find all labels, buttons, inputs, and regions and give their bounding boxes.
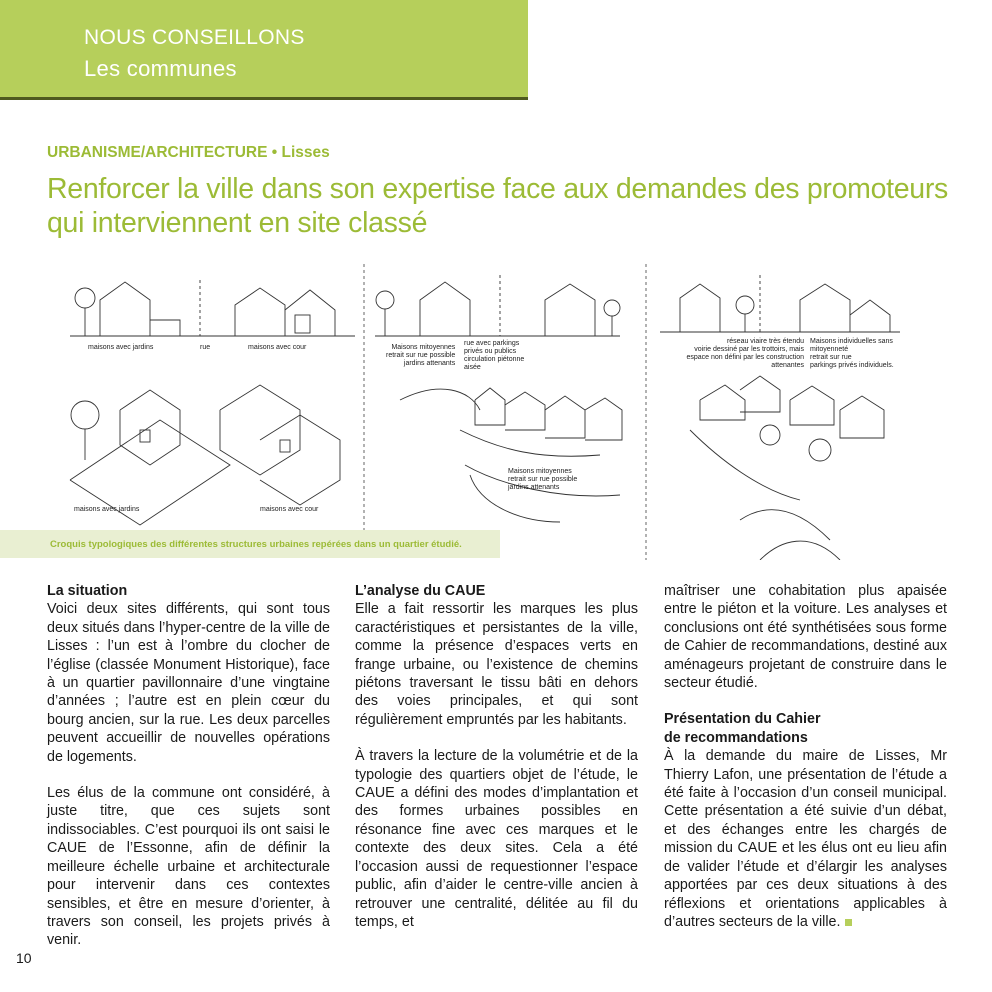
sketch-label: retrait sur rue possible [508,476,578,483]
paragraph: maîtriser une cohabitation plus apaisée entre le piéton et la voiture. Les analyses et conclusions ont été synthétisées sous forme de Cahier de recommandations, destiné aux aménageurs projetant de construire dans le secteur étudié. [664,583,947,692]
sketch-label-group [672,338,804,370]
paragraph-text: À la demande du maire de Lisses, Mr Thierry Lafon, une présentation de l’étude a été faite à l’occasion d’un conseil municipal. Cette présentation a été suivie d’un débat, et des échanges entre les chargés de mission du CAUE et les élus ont eu lieu afin de valider l’étude et d’élargir les analyses apportées par ces deux situations à des réflexions et orientations applicables à d’autres secteurs de la ville. [664,748,947,930]
sketch-label: parkings privés individuels. [810,362,894,369]
section-heading: La situation [47,583,128,599]
sketch-label: réseau viaire très étendu [726,338,804,345]
paragraph: Voici deux sites différents, qui sont tous deux situés dans l’hyper-centre de la ville de Lisses : l’un est à l’ombre du clocher de l’église (classée Monument Historique), face à un quartier pavillonnaire d’une vingtaine d’années ; l’autre est en plein cœur du bourg ancien, sur la rue. Les deux parcelles peuvent accueillir de nouvelles opérations de logements. [47,601,330,765]
article-headline: Renforcer la ville dans son expertise face aux demandes des promoteurs qui interviennent en site classé [47,173,948,239]
sketch-label: maisons avec cour [260,506,319,513]
sketch-label: mitoyenneté [810,346,849,353]
text-column-3 [664,582,947,931]
sketch-illustrations [0,260,992,560]
end-mark-icon [845,919,852,926]
text-column-2 [355,582,638,931]
sketch-label: maisons avec jardins [88,344,154,351]
sketch-label: retrait sur rue [810,354,852,361]
paragraph [664,747,947,931]
figure-caption: Croquis typologiques des différentes structures urbaines repérées dans un quartier étudié. [50,539,462,550]
section-title: NOUS CONSEILLONS [84,26,305,49]
sketch-label: voirie dessiné par les trottoirs, mais [694,346,804,353]
sketch-label-group [464,340,524,372]
sketch-label: circulation piétonne [464,356,525,363]
sketch-label-group [386,344,455,368]
sketch-label: aisée [464,364,481,371]
sketch-label: Maisons mitoyennes [391,344,456,351]
section-heading: de recommandations [664,729,808,746]
paragraph: Les élus de la commune ont considéré, à juste titre, que ces sujets sont indissociables. C’est pourquoi ils ont saisi le CAUE de l’Essonne, afin de définir la meilleure échelle urbaine et architecturale pour intervenir dans ces contextes sensibles, et être en mesure d’orienter, à travers son conseil, les projets privés à venir. [47,785,330,949]
section-banner [0,0,528,100]
sketch-label: jardins attenants [508,484,560,491]
sketch-label: retrait sur rue possible [386,352,456,359]
text-column-1 [47,582,330,950]
sketch-label: rue [200,344,211,351]
sketch-label: privés ou publics [464,348,517,355]
sketch-label: jardins attenants [403,360,456,367]
sketch-label: rue avec parkings [464,340,520,347]
sketch-label: Maisons individuelles sans [810,338,893,345]
paragraph: À travers la lecture de la volumétrie et de la typologie des quartiers objet de l’étude, le CAUE a défini des modes d’implantation et des formes urbaines possibles en résonance fine avec ces marques et le contexte des deux sites. Cela a été l’occasion aussi de requestionner l’espace public, afin d’aider le centre-ville ancien à retrouver une centralité, délitée au fil du temps, et [355,748,638,930]
sketch-label: maisons avec jardins [74,506,140,513]
sketch-label-group [508,468,577,492]
page-number: 10 [16,950,32,966]
section-heading: Présentation du Cahier [664,711,821,728]
architectural-sketches-image [0,260,992,560]
section-heading: L’analyse du CAUE [355,583,486,599]
sketch-label: Maisons mitoyennes [508,468,572,475]
article-kicker: URBANISME/ARCHITECTURE • Lisses [47,144,330,161]
sketch-label-group [810,338,894,370]
sketch-label: attenantes [771,362,804,369]
section-subtitle: Les communes [84,56,237,81]
sketch-label: maisons avec cour [248,344,307,351]
sketch-label: espace non défini par les construction [686,354,804,361]
paragraph: Elle a fait ressortir les marques les plus caractéristiques et persistantes de la ville, comme la présence d’espaces verts en frange urbaine, ou l’existence de chemins piétons traversant le tissu bâti en dehors des voies principales, et qui sont régulièrement empruntés par les habitants. [355,601,638,728]
